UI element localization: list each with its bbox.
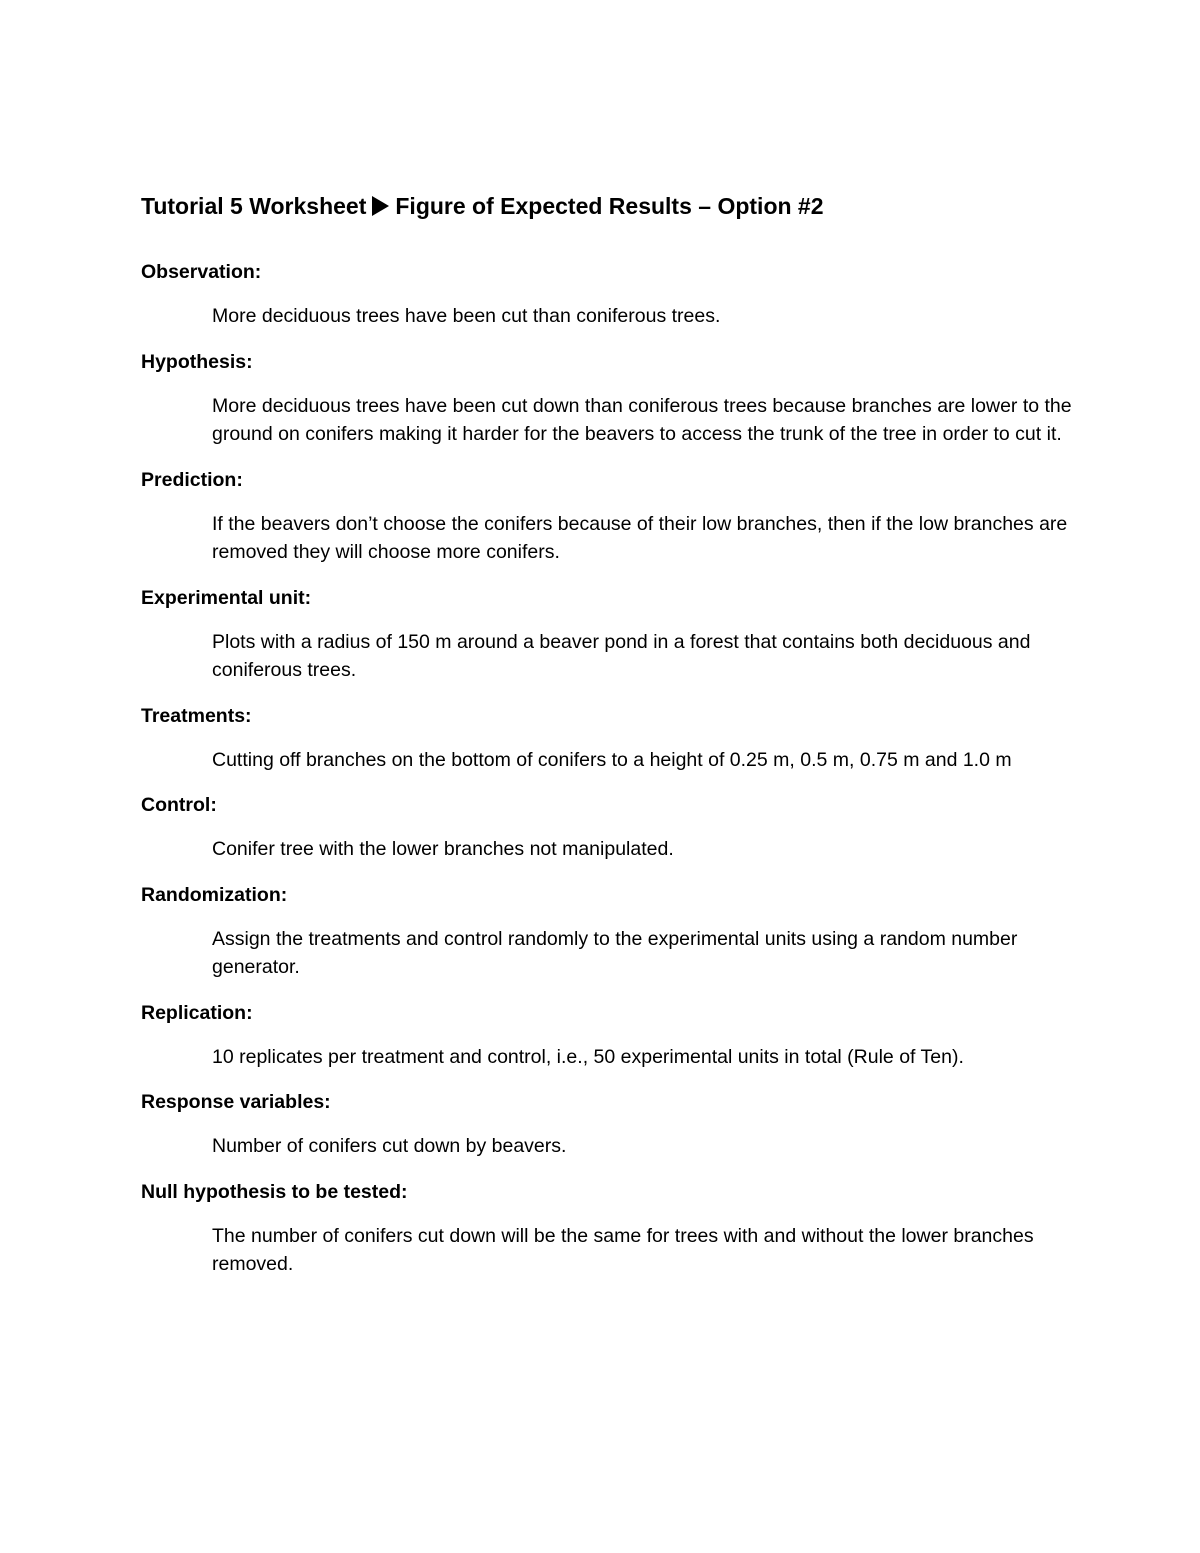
section-text: If the beavers don’t choose the conifers because of their low branches, then if the low branches are removed they will choose more conifers. [212, 512, 1068, 563]
section-randomization [141, 881, 1101, 982]
section-label: Replication: [141, 1001, 253, 1024]
section-text: 10 replicates per treatment and control, i.e., 50 experimental units in total (Rule of Ten). [212, 1045, 964, 1068]
section-text: More deciduous trees have been cut down than coniferous trees because branches are lower to the ground on conifers making it harder for the beavers to access the trunk of the tree in order to cut it. [212, 394, 1072, 445]
section-label: Hypothesis: [141, 350, 253, 373]
section-replication [141, 999, 1101, 1072]
section-text: Conifer tree with the lower branches not manipulated. [212, 838, 674, 860]
section-hypothesis [141, 348, 1101, 449]
section-label: Prediction: [141, 468, 243, 491]
section-label: Null hypothesis to be tested: [141, 1180, 408, 1203]
section-control [141, 791, 1101, 864]
right-triangle-arrow-icon [372, 196, 389, 216]
section-label: Randomization: [141, 883, 288, 906]
section-text: Cutting off branches on the bottom of conifers to a height of 0.25 m, 0.5 m, 0.75 m and 1.0 m [212, 748, 1012, 771]
section-treatments [141, 702, 1101, 775]
section-response-variables [141, 1088, 1101, 1161]
section-text: Assign the treatments and control randomly to the experimental units using a random number generator. [212, 927, 1018, 978]
section-label: Treatments: [141, 704, 252, 727]
worksheet-page [141, 190, 1101, 1296]
section-text: Number of conifers cut down by beavers. [212, 1135, 567, 1157]
section-observation [141, 258, 1101, 331]
section-null-hypothesis [141, 1178, 1101, 1279]
section-label: Experimental unit: [141, 586, 312, 609]
section-text: Plots with a radius of 150 m around a beaver pond in a forest that contains both deciduous and coniferous trees. [212, 630, 1031, 681]
section-text: The number of conifers cut down will be the same for trees with and without the lower branches removed. [212, 1224, 1034, 1275]
section-experimental-unit [141, 584, 1101, 685]
page-title [141, 190, 1101, 222]
section-label: Response variables: [141, 1091, 331, 1113]
title-right: Figure of Expected Results – Option #2 [395, 193, 824, 219]
section-label: Observation: [141, 261, 262, 283]
section-text: More deciduous trees have been cut than coniferous trees. [212, 305, 721, 327]
section-label: Control: [141, 794, 217, 816]
title-left: Tutorial 5 Worksheet [141, 193, 367, 219]
section-prediction [141, 466, 1101, 567]
